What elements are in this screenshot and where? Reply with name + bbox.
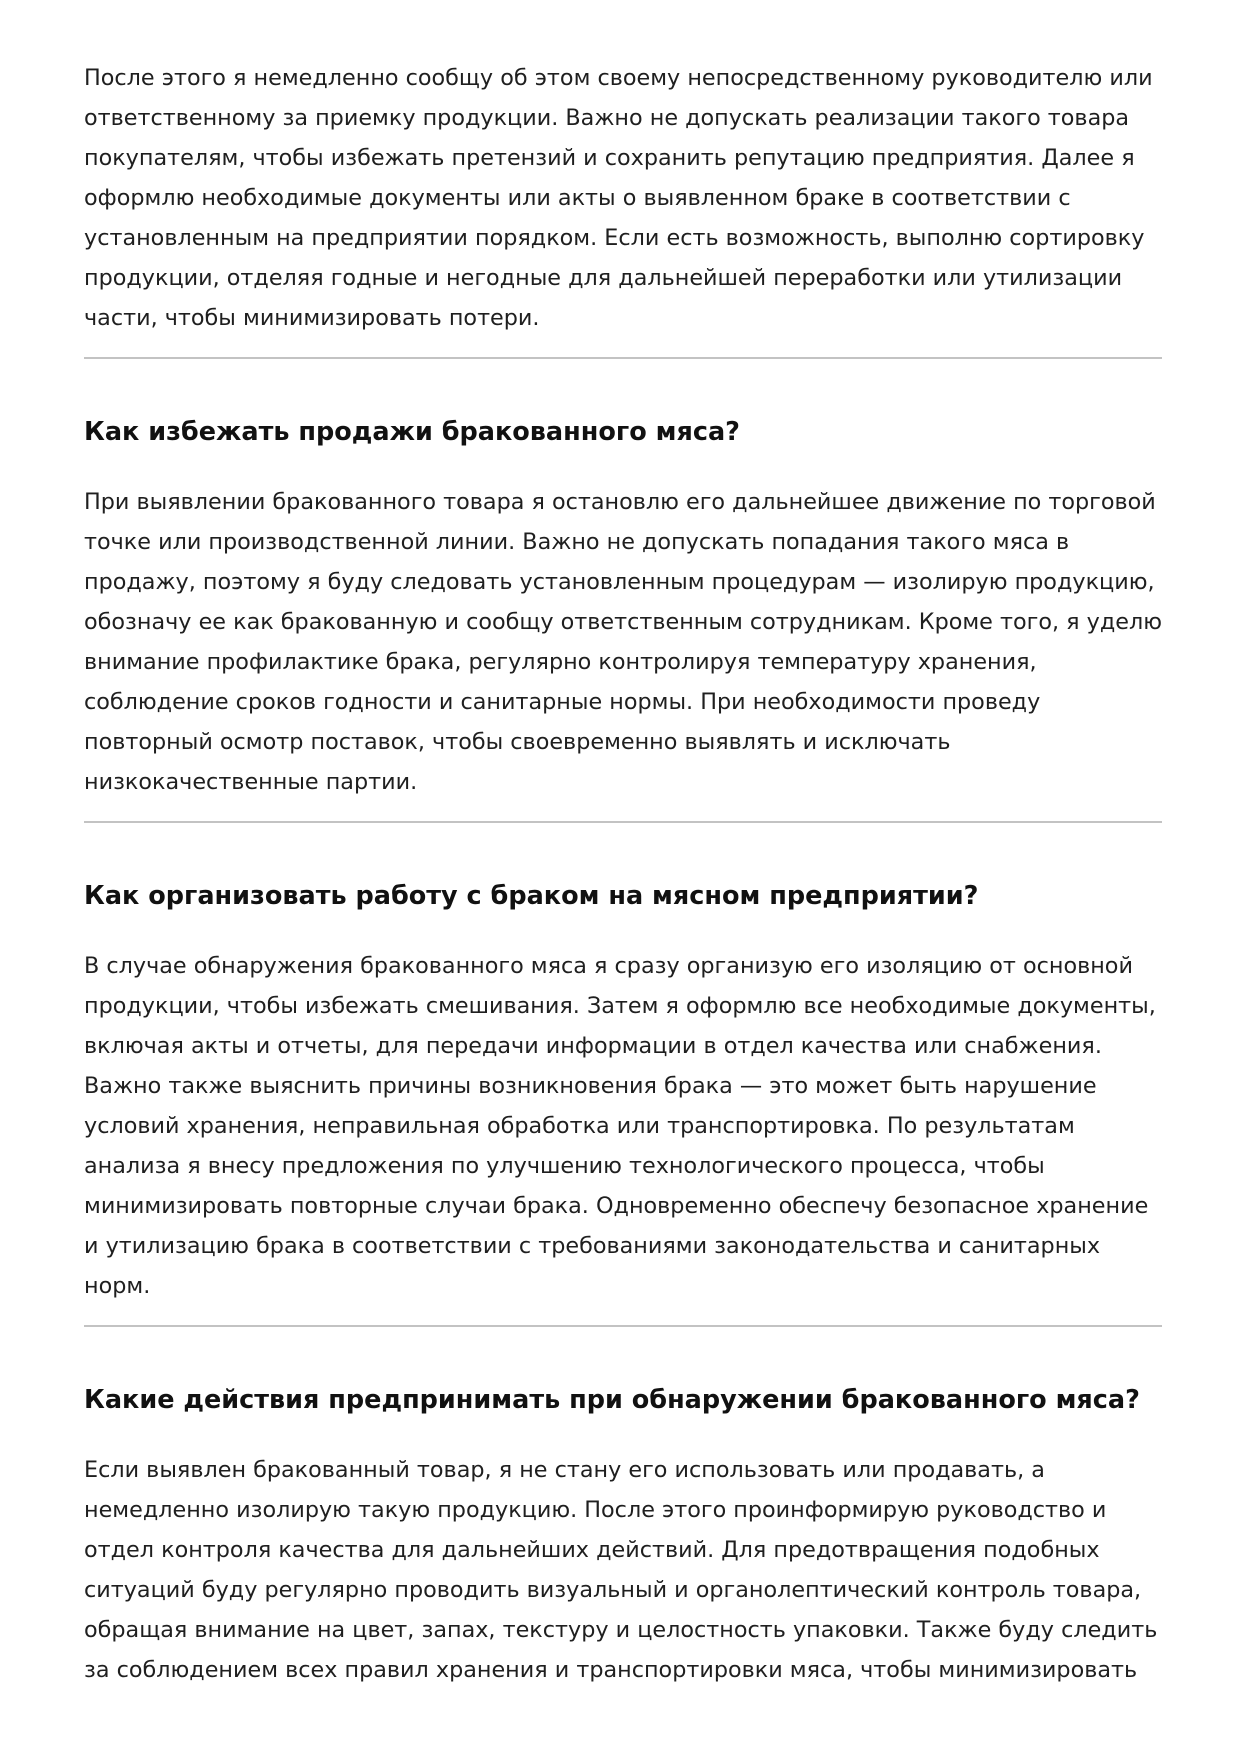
document-page — [84, 58, 1162, 1690]
intro-paragraph: После этого я немедленно сообщу об этом своему непосредственному руководителю или ответственному за приемку продукции. Важно не допускать реализации такого товара покупателям, чтобы избежать претензий и сохранить репутацию предприятия. Далее я оформлю необходимые документы или акты о выявленном браке в соответствии с установленным на предприятии порядком. Если есть возможность, выполню сортировку продукции, отделяя годные и негодные для дальнейшей переработки или утилизации части, чтобы минимизировать потери. — [84, 65, 1153, 331]
section-body-organize-work: В случае обнаружения бракованного мяса я сразу организую его изоляцию от основной продукции, чтобы избежать смешивания. Затем я оформлю все необходимые документы, включая акты и отчеты, для передачи информации в отдел качества или снабжения. Важно также выяснить причины возникновения брака — это может быть нарушение условий хранения, неправильная обработка или транспортировка. По результатам анализа я внесу предложения по улучшению технологического процесса, чтобы минимизировать повторные случаи брака. Одновременно обеспечу безопасное хранение и утилизацию брака в соответствии с требованиями законодательства и санитарных норм. — [84, 953, 1156, 1299]
section-body-avoid-selling: При выявлении бракованного товара я остановлю его дальнейшее движение по торговой точке или производственной линии. Важно не допускать попадания такого мяса в продажу, поэтому я буду следовать установленным процедурам — изолирую продукцию, обозначу ее как бракованную и сообщу ответственным сотрудникам. Кроме того, я уделю внимание профилактике брака, регулярно контролируя температуру хранения, соблюдение сроков годности и санитарные нормы. При необходимости проведу повторный осмотр поставок, чтобы своевременно выявлять и исключать низкокачественные партии. — [84, 489, 1163, 795]
section-body-actions-on-detection: Если выявлен бракованный товар, я не стану его использовать или продавать, а немедленно изолирую такую продукцию. После этого проинформирую руководство и отдел контроля качества для дальнейших действий. Для предотвращения подобных ситуаций буду регулярно проводить визуальный и органолептический контроль товара, обращая внимание на цвет, запах, текстуру и целостность упаковки. Также буду следить за соблюдением всех правил хранения и транспортировки мяса, чтобы минимизировать — [84, 1457, 1158, 1683]
section-heading-avoid-selling: Как избежать продажи бракованного мяса? — [84, 417, 740, 447]
section-heading-organize-work: Как организовать работу с браком на мясном предприятии? — [84, 881, 979, 911]
section-heading-actions-on-detection: Какие действия предпринимать при обнаружении бракованного мяса? — [84, 1385, 1140, 1415]
